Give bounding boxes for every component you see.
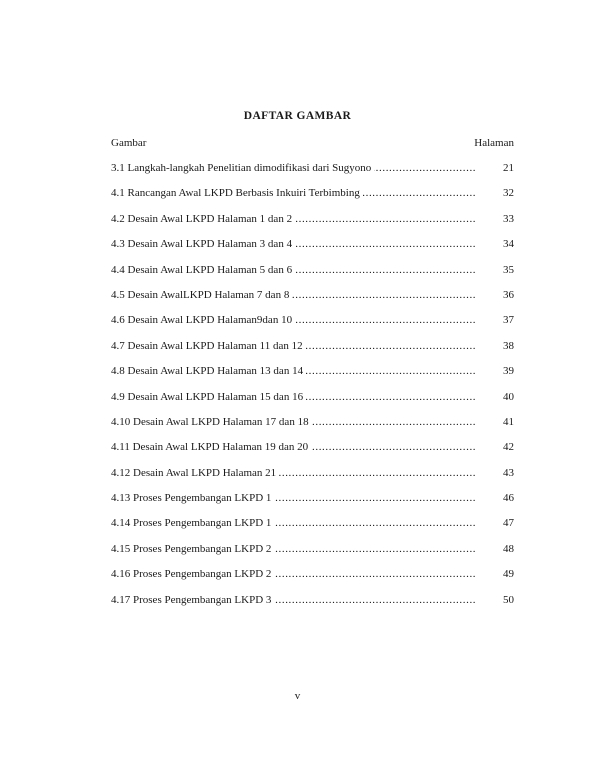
list-item <box>111 212 514 237</box>
figure-entry-label-wrap <box>111 237 476 251</box>
figure-entry-page: 34 <box>503 238 514 251</box>
figure-entry-label-wrap <box>111 567 476 581</box>
figure-entry-label-wrap <box>111 288 476 302</box>
figure-entry-label: 4.8 Desain Awal LKPD Halaman 13 dan 14 <box>111 365 306 377</box>
figure-entry-label: 4.7 Desain Awal LKPD Halaman 11 dan 12 <box>111 340 306 352</box>
figure-entry-label-wrap <box>111 440 476 454</box>
figure-entry-label: 3.1 Langkah-langkah Penelitian dimodifikasi dari Sugyono <box>111 162 374 174</box>
figure-entry-label: 4.14 Proses Pengembangan LKPD 1 <box>111 517 274 529</box>
figure-entry-label: 4.3 Desain Awal LKPD Halaman 3 dan 4 <box>111 238 295 250</box>
figure-entry-page: 38 <box>503 339 514 352</box>
figure-entry-page: 47 <box>503 517 514 530</box>
list-item <box>111 516 514 541</box>
figure-list <box>111 161 514 618</box>
list-item <box>111 593 514 618</box>
figure-entry-label: 4.11 Desain Awal LKPD Halaman 19 dan 20 <box>111 441 311 453</box>
figure-entry-page: 48 <box>503 542 514 555</box>
column-header-figure: Gambar <box>111 137 147 149</box>
figure-entry-label: 4.12 Desain Awal LKPD Halaman 21 <box>111 467 279 479</box>
figure-entry-page: 41 <box>503 415 514 428</box>
figure-entry-label-wrap <box>111 542 476 556</box>
figure-entry-label: 4.5 Desain AwalLKPD Halaman 7 dan 8 <box>111 289 292 301</box>
figure-entry-page: 36 <box>503 288 514 301</box>
figure-entry-label-wrap <box>111 415 476 429</box>
figure-entry-label-wrap <box>111 186 476 200</box>
figure-entry-label-wrap <box>111 516 476 530</box>
figure-entry-page: 42 <box>503 441 514 454</box>
figure-entry-label: 4.13 Proses Pengembangan LKPD 1 <box>111 492 274 504</box>
figure-entry-page: 40 <box>503 390 514 403</box>
figure-entry-page: 32 <box>503 187 514 200</box>
figure-entry-label: 4.1 Rancangan Awal LKPD Berbasis Inkuiri Terbimbing <box>111 187 363 199</box>
figure-entry-label: 4.4 Desain Awal LKPD Halaman 5 dan 6 <box>111 264 295 276</box>
list-item <box>111 364 514 389</box>
list-item <box>111 390 514 415</box>
list-item <box>111 542 514 567</box>
figure-entry-label-wrap <box>111 313 476 327</box>
figure-entry-page: 35 <box>503 263 514 276</box>
figure-entry-label-wrap <box>111 364 476 378</box>
figure-entry-page: 43 <box>503 466 514 479</box>
list-item <box>111 237 514 262</box>
figure-entry-label-wrap <box>111 339 476 353</box>
list-item <box>111 161 514 186</box>
figure-entry-label: 4.16 Proses Pengembangan LKPD 2 <box>111 568 274 580</box>
list-item <box>111 288 514 313</box>
list-item <box>111 466 514 491</box>
list-item <box>111 186 514 211</box>
figure-entry-page: 33 <box>503 212 514 225</box>
figure-entry-label-wrap <box>111 390 476 404</box>
figure-entry-label: 4.9 Desain Awal LKPD Halaman 15 dan 16 <box>111 391 306 403</box>
figure-entry-label: 4.15 Proses Pengembangan LKPD 2 <box>111 543 274 555</box>
figure-entry-label: 4.10 Desain Awal LKPD Halaman 17 dan 18 <box>111 416 312 428</box>
page-number: v <box>294 690 301 702</box>
list-item <box>111 491 514 516</box>
figure-entry-label-wrap <box>111 263 476 277</box>
page-title: DAFTAR GAMBAR <box>243 110 352 122</box>
figure-entry-page: 21 <box>503 162 514 174</box>
figure-entry-label-wrap <box>111 593 476 607</box>
figure-entry-label: 4.6 Desain Awal LKPD Halaman9dan 10 <box>111 314 295 326</box>
figure-entry-page: 39 <box>503 365 514 378</box>
figure-entry-page: 46 <box>503 492 514 505</box>
figure-entry-label-wrap <box>111 491 476 505</box>
figure-entry-label: 4.17 Proses Pengembangan LKPD 3 <box>111 594 274 606</box>
figure-entry-label: 4.2 Desain Awal LKPD Halaman 1 dan 2 <box>111 213 295 225</box>
column-header-page: Halaman <box>474 137 514 149</box>
figure-entry-page: 37 <box>503 314 514 327</box>
figure-entry-page: 50 <box>503 593 514 606</box>
figure-entry-label-wrap <box>111 212 476 226</box>
figure-entry-label-wrap <box>111 161 476 175</box>
figure-entry-label-wrap <box>111 466 476 480</box>
list-item <box>111 440 514 465</box>
figure-entry-page: 49 <box>503 568 514 581</box>
list-item <box>111 339 514 364</box>
list-item <box>111 263 514 288</box>
list-item <box>111 567 514 592</box>
list-item <box>111 313 514 338</box>
list-item <box>111 415 514 440</box>
